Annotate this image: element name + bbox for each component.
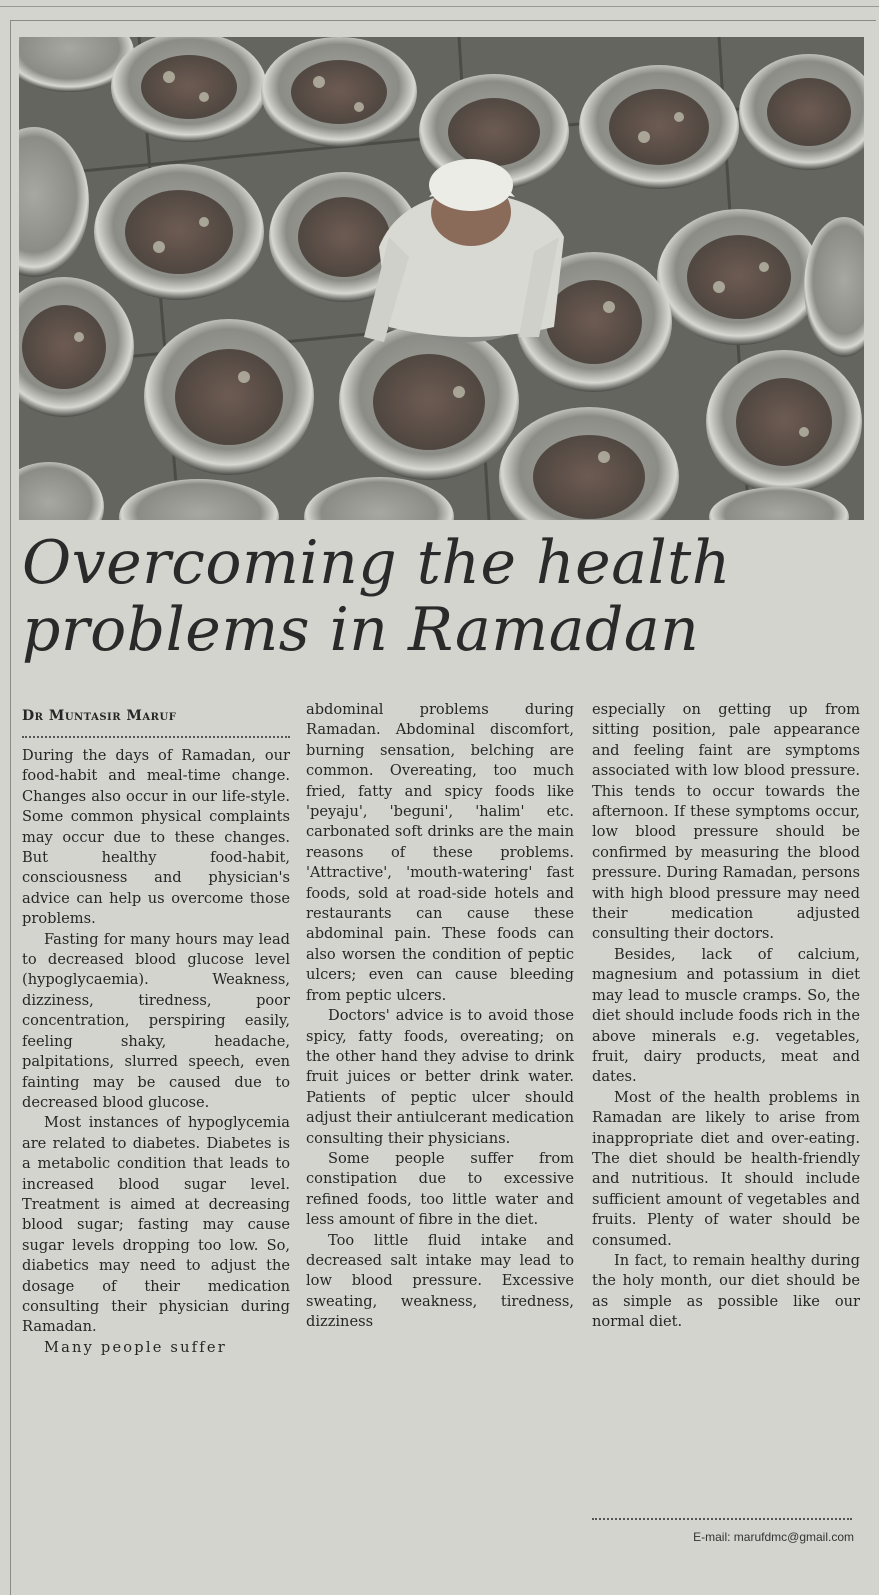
column-2 [306,700,574,1333]
paragraph: Many people suffer [44,1338,227,1356]
column-1 [22,746,290,1358]
paragraph: Most of the health problems in Ramadan are likely to arise from inappropriate diet and over-eating. The diet should be health-friendly and nutritious. It should include sufficient amount of vegetables and fruits. Plenty of water should be consumed. [592,1088,860,1249]
byline-rule [22,736,290,738]
top-rule [0,6,879,7]
paragraph: In fact, to remain healthy during the holy month, our diet should be as simple as possible like our normal diet. [592,1251,860,1331]
headline-line-2: problems in Ramadan [22,595,700,665]
column-3 [592,700,860,1333]
paragraph: During the days of Ramadan, our food-habit and meal-time change. Changes also occur in our life-style. Some common physical complaints may occur due to these changes. But healthy food-habit, consciousness and physician's advice can help us overcome those problems. [22,747,290,928]
paragraph: Most instances of hypoglycemia are related to diabetes. Diabetes is a metabolic condition that leads to increased blood sugar level. Treatment is aimed at decreasing blood sugar; fasting may cause sugar levels dropping too low. So, diabetics may need to adjust the dosage of their medication consulting their physician during Ramadan. [22,1114,290,1336]
paragraph: Besides, lack of calcium, magnesium and potassium in diet may lead to muscle cramps. So, the diet should include foods rich in the above minerals e.g. vegetables, fruit, dairy products, meat and dates. [592,945,860,1086]
iftar-plates-photo-icon [19,37,864,520]
headline [22,530,862,664]
paragraph: Fasting for many hours may lead to decreased blood glucose level (hypoglycaemia). Weakness, dizziness, tiredness, poor concentration, perspiring easily, feeling shaky, headache, palpitations, slurred speech, even fainting may be caused due to decreased blood glucose. [22,930,290,1111]
paragraph: Doctors' advice is to avoid those spicy, fatty foods, overeating; on the other hand they advise to drink fruit juices or better drink water. Patients of peptic ulcer should adjust their antiulcerant medication consulting their physicians. [306,1007,574,1147]
paragraph: Some people suffer from constipation due to excessive refined foods, too little water and less amount of fibre in the diet. [306,1149,574,1229]
iftar-plates-photo [19,37,864,520]
paragraph: Too little fluid intake and decreased salt intake may lead to low blood pressure. Excessive sweating, weakness, tiredness, dizziness [306,1231,574,1331]
author-email: E-mail: marufdmc@gmail.com [693,1530,854,1544]
headline-line-1: Overcoming the health [22,528,731,598]
paragraph: abdominal problems during Ramadan. Abdominal discomfort, burning sensation, belching are common. Overeating, too much fried, fatty and spicy foods like 'peyaju', 'beguni', 'halim' etc. carbonated soft drinks are the main reasons of these problems. 'Attractive', 'mouth-watering' fast foods, sold at road-side hotels and restaurants can cause these abdominal pain. These foods can also worsen the condition of peptic ulcers; even can cause bleeding from peptic ulcers. [306,701,574,1004]
byline: Dr Muntasir Maruf [22,708,177,724]
email-rule [592,1518,852,1520]
paragraph: especially on getting up from sitting position, pale appearance and feeling faint are symptoms associated with low blood pressure. This tends to occur towards the afternoon. If these symptoms occur, low blood pressure should be confirmed by measuring the blood pressure. During Ramadan, persons with high blood pressure may need their medication adjusted consulting their doctors. [592,701,860,943]
